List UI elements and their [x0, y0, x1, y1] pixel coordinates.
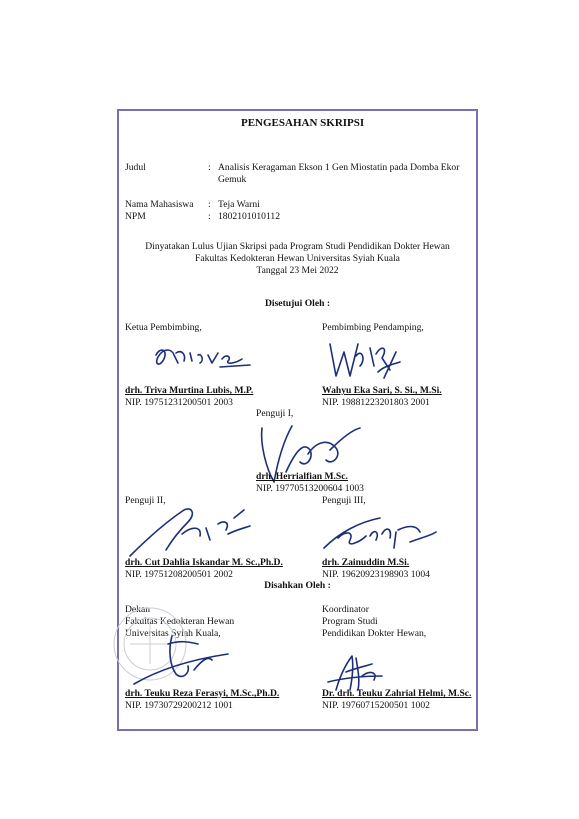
judul-label: Judul — [125, 162, 146, 173]
nama-colon: : — [208, 199, 211, 210]
pendamping-nip: NIP. 19881223201803 2001 — [322, 397, 430, 408]
dekan-name: drh. Teuku Reza Ferasyi, M.Sc.,Ph.D. — [125, 688, 280, 699]
ketua-nip: NIP. 19751231200501 2003 — [125, 397, 233, 408]
npm-colon: : — [208, 211, 211, 222]
statement-line3: Tanggal 23 Mei 2022 — [256, 265, 339, 276]
penguji1-nip: NIP. 19770513200604 1003 — [256, 483, 364, 494]
npm-label: NPM — [125, 211, 146, 222]
penguji3-nip: NIP. 19620923198903 1004 — [322, 569, 430, 580]
statement-line1: Dinyatakan Lulus Ujian Skripsi pada Program Studi Pendidikan Dokter Hewan — [145, 241, 450, 252]
penguji3-role: Penguji III, — [322, 495, 366, 506]
penguji2-signature — [126, 500, 256, 560]
koordinator-nip: NIP. 19760715200501 1002 — [322, 700, 430, 711]
koordinator-name: Dr. drh. Teuku Zahrial Helmi, M.Sc. — [322, 688, 472, 699]
pendamping-name: Wahyu Eka Sari, S. Si., M.Si. — [322, 385, 442, 396]
penguji3-name: drh. Zainuddin M.Si. — [322, 557, 410, 568]
dekan-signature — [128, 630, 238, 690]
koordinator-role-line1: Koordinator — [322, 604, 369, 615]
penguji1-role: Penguji I, — [256, 408, 294, 419]
npm-value: 1802101010112 — [218, 211, 281, 222]
dekan-role-line1: Dekan — [125, 604, 151, 615]
penguji2-role: Penguji II, — [125, 495, 166, 506]
dekan-role-line3: Universitas Syiah Kuala, — [125, 628, 221, 639]
document-title: PENGESAHAN SKRIPSI — [241, 117, 365, 129]
koordinator-role-line2: Program Studi — [322, 616, 378, 627]
penguji1-name: drh. Herrialfian M.Sc. — [256, 471, 348, 482]
nama-label: Nama Mahasiswa — [125, 199, 194, 210]
ketua-signature — [150, 345, 260, 375]
approved-heading: Disetujui Oleh : — [264, 298, 331, 309]
pendamping-role: Pembimbing Pendamping, — [322, 322, 424, 333]
pendamping-signature — [326, 338, 406, 384]
judul-colon: : — [208, 162, 211, 173]
statement-line2: Fakultas Kedokteran Hewan Universitas Syiah Kuala — [195, 253, 400, 264]
ratified-heading: Disahkan Oleh : — [264, 580, 331, 591]
dekan-nip: NIP. 19730729200212 1001 — [125, 700, 233, 711]
judul-value-line2: Gemuk — [218, 174, 247, 185]
penguji2-name: drh. Cut Dahlia Iskandar M. Sc.,Ph.D. — [125, 557, 283, 568]
penguji3-signature — [320, 508, 440, 558]
koordinator-role-line3: Pendidikan Dokter Hewan, — [322, 628, 427, 639]
nama-value: Teja Warni — [218, 199, 260, 210]
ketua-name: drh. Triva Murtina Lubis, M.P. — [125, 385, 254, 396]
judul-value-line1: Analisis Keragaman Ekson 1 Gen Miostatin pada Domba Ekor — [218, 162, 460, 173]
penguji2-nip: NIP. 19751208200501 2002 — [125, 569, 233, 580]
ketua-role: Ketua Pembimbing, — [125, 322, 202, 333]
dekan-role-line2: Fakultas Kedokteran Hewan — [125, 616, 235, 627]
